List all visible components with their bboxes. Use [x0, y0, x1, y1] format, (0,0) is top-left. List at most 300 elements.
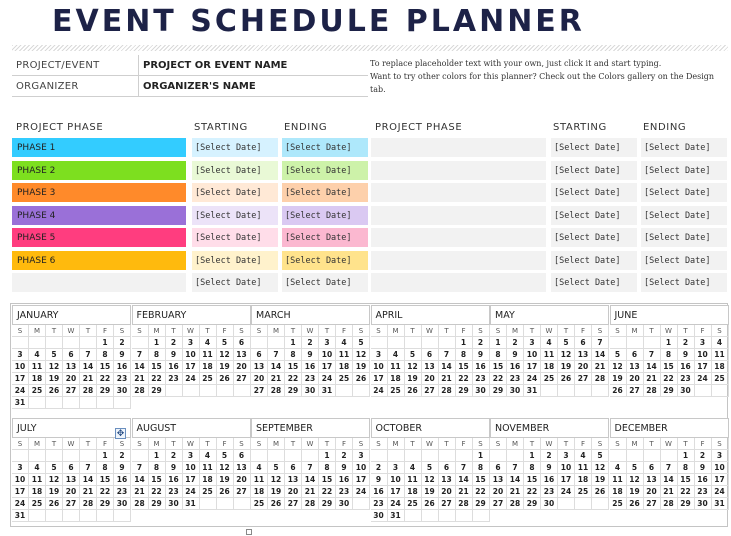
day-cell[interactable]: 15 — [524, 474, 541, 486]
phase-label-2[interactable]: PHASE 2 — [12, 161, 186, 180]
day-cell[interactable]: 27 — [644, 498, 661, 510]
phase-end-date-right-4[interactable]: [Select Date] — [641, 206, 727, 225]
day-cell[interactable]: 2 — [678, 337, 695, 349]
day-cell[interactable]: 20 — [644, 486, 661, 498]
day-cell[interactable]: 19 — [592, 474, 609, 486]
day-cell[interactable]: 18 — [200, 361, 217, 373]
phase-label-right-5[interactable] — [371, 228, 546, 247]
day-cell[interactable]: 19 — [46, 486, 63, 498]
day-cell[interactable]: 27 — [285, 498, 302, 510]
day-cell[interactable]: 15 — [456, 361, 473, 373]
day-cell[interactable]: 15 — [285, 361, 302, 373]
phase-label-6[interactable]: PHASE 6 — [12, 251, 186, 270]
phase-start-date-right-1[interactable]: [Select Date] — [551, 138, 637, 157]
day-cell[interactable]: 26 — [405, 385, 422, 397]
phase-start-date-6[interactable]: [Select Date] — [192, 251, 278, 270]
phase-start-date-right-2[interactable]: [Select Date] — [551, 161, 637, 180]
day-cell[interactable]: 7 — [644, 349, 661, 361]
day-cell[interactable]: 3 — [183, 450, 200, 462]
day-cell[interactable]: 5 — [627, 462, 644, 474]
day-cell[interactable]: 5 — [610, 349, 627, 361]
day-cell[interactable]: 20 — [627, 373, 644, 385]
day-cell[interactable]: 28 — [439, 385, 456, 397]
day-cell[interactable]: 10 — [183, 349, 200, 361]
day-cell[interactable]: 3 — [712, 450, 729, 462]
day-cell[interactable]: 10 — [319, 349, 336, 361]
day-cell[interactable]: 10 — [353, 462, 370, 474]
day-cell[interactable]: 9 — [371, 474, 388, 486]
day-cell[interactable]: 6 — [63, 349, 80, 361]
day-cell[interactable]: 11 — [575, 462, 592, 474]
day-cell[interactable]: 28 — [80, 498, 97, 510]
day-cell[interactable]: 7 — [507, 462, 524, 474]
day-cell[interactable]: 20 — [285, 486, 302, 498]
day-cell[interactable]: 5 — [46, 349, 63, 361]
phase-end-date-5[interactable]: [Select Date] — [282, 228, 368, 247]
day-cell[interactable]: 12 — [46, 474, 63, 486]
day-cell[interactable]: 6 — [234, 337, 251, 349]
day-cell[interactable]: 9 — [507, 349, 524, 361]
day-cell[interactable]: 3 — [524, 337, 541, 349]
day-cell[interactable]: 6 — [285, 462, 302, 474]
day-cell[interactable]: 2 — [166, 337, 183, 349]
day-cell[interactable]: 31 — [712, 498, 729, 510]
day-cell[interactable]: 21 — [644, 373, 661, 385]
day-cell[interactable]: 6 — [644, 462, 661, 474]
day-cell[interactable]: 5 — [268, 462, 285, 474]
day-cell[interactable]: 31 — [12, 397, 29, 409]
day-cell[interactable]: 17 — [371, 373, 388, 385]
day-cell[interactable]: 20 — [422, 373, 439, 385]
day-cell[interactable]: 13 — [490, 474, 507, 486]
day-cell[interactable]: 3 — [558, 450, 575, 462]
day-cell[interactable]: 14 — [456, 474, 473, 486]
day-cell[interactable]: 26 — [217, 486, 234, 498]
day-cell[interactable]: 21 — [661, 486, 678, 498]
phase-start-date-5[interactable]: [Select Date] — [192, 228, 278, 247]
day-cell[interactable]: 20 — [234, 361, 251, 373]
day-cell[interactable]: 21 — [132, 486, 149, 498]
day-cell[interactable]: 29 — [473, 498, 490, 510]
day-cell[interactable]: 12 — [627, 474, 644, 486]
day-cell[interactable]: 13 — [63, 474, 80, 486]
day-cell[interactable]: 8 — [661, 349, 678, 361]
day-cell[interactable]: 14 — [302, 474, 319, 486]
day-cell[interactable]: 19 — [268, 486, 285, 498]
day-cell[interactable]: 3 — [371, 349, 388, 361]
phase-end-date-7[interactable]: [Select Date] — [282, 273, 368, 292]
day-cell[interactable]: 11 — [405, 474, 422, 486]
day-cell[interactable]: 21 — [80, 486, 97, 498]
day-cell[interactable]: 30 — [371, 510, 388, 522]
day-cell[interactable]: 8 — [285, 349, 302, 361]
day-cell[interactable]: 11 — [388, 361, 405, 373]
day-cell[interactable]: 10 — [558, 462, 575, 474]
day-cell[interactable]: 24 — [183, 486, 200, 498]
day-cell[interactable]: 25 — [388, 385, 405, 397]
day-cell[interactable]: 17 — [319, 361, 336, 373]
day-cell[interactable]: 30 — [473, 385, 490, 397]
day-cell[interactable]: 20 — [63, 373, 80, 385]
day-cell[interactable]: 12 — [268, 474, 285, 486]
day-cell[interactable]: 29 — [678, 498, 695, 510]
day-cell[interactable]: 24 — [12, 385, 29, 397]
day-cell[interactable]: 17 — [388, 486, 405, 498]
day-cell[interactable]: 2 — [302, 337, 319, 349]
phase-label-right-3[interactable] — [371, 183, 546, 202]
phase-end-date-right-2[interactable]: [Select Date] — [641, 161, 727, 180]
day-cell[interactable]: 24 — [558, 486, 575, 498]
day-cell[interactable]: 27 — [63, 498, 80, 510]
day-cell[interactable]: 9 — [166, 462, 183, 474]
phase-label-right-6[interactable] — [371, 251, 546, 270]
day-cell[interactable]: 9 — [114, 349, 131, 361]
day-cell[interactable]: 23 — [507, 373, 524, 385]
day-cell[interactable]: 5 — [217, 450, 234, 462]
day-cell[interactable]: 31 — [524, 385, 541, 397]
day-cell[interactable]: 24 — [524, 373, 541, 385]
day-cell[interactable]: 29 — [97, 498, 114, 510]
day-cell[interactable]: 8 — [149, 349, 166, 361]
day-cell[interactable]: 11 — [200, 462, 217, 474]
day-cell[interactable]: 1 — [319, 450, 336, 462]
phase-end-date-3[interactable]: [Select Date] — [282, 183, 368, 202]
phase-end-date-right-1[interactable]: [Select Date] — [641, 138, 727, 157]
day-cell[interactable]: 20 — [63, 486, 80, 498]
day-cell[interactable]: 25 — [29, 385, 46, 397]
day-cell[interactable]: 3 — [353, 450, 370, 462]
day-cell[interactable]: 24 — [353, 486, 370, 498]
day-cell[interactable]: 18 — [610, 486, 627, 498]
day-cell[interactable]: 30 — [336, 498, 353, 510]
day-cell[interactable]: 21 — [80, 373, 97, 385]
day-cell[interactable]: 19 — [353, 361, 370, 373]
day-cell[interactable]: 18 — [336, 361, 353, 373]
day-cell[interactable]: 27 — [575, 373, 592, 385]
day-cell[interactable]: 21 — [439, 373, 456, 385]
phase-label-right-4[interactable] — [371, 206, 546, 225]
day-cell[interactable]: 12 — [217, 349, 234, 361]
day-cell[interactable]: 5 — [353, 337, 370, 349]
day-cell[interactable]: 1 — [456, 337, 473, 349]
phase-label-5[interactable]: PHASE 5 — [12, 228, 186, 247]
day-cell[interactable]: 14 — [439, 361, 456, 373]
day-cell[interactable]: 19 — [405, 373, 422, 385]
day-cell[interactable]: 19 — [217, 361, 234, 373]
day-cell[interactable]: 28 — [268, 385, 285, 397]
day-cell[interactable]: 29 — [319, 498, 336, 510]
day-cell[interactable]: 17 — [524, 361, 541, 373]
day-cell[interactable]: 28 — [132, 498, 149, 510]
day-cell[interactable]: 12 — [353, 349, 370, 361]
day-cell[interactable]: 30 — [695, 498, 712, 510]
day-cell[interactable]: 17 — [183, 474, 200, 486]
day-cell[interactable]: 29 — [97, 385, 114, 397]
day-cell[interactable]: 27 — [422, 385, 439, 397]
day-cell[interactable]: 22 — [97, 373, 114, 385]
day-cell[interactable]: 9 — [302, 349, 319, 361]
day-cell[interactable]: 23 — [114, 373, 131, 385]
move-handle-icon[interactable]: ✥ — [116, 429, 125, 439]
day-cell[interactable]: 26 — [268, 498, 285, 510]
day-cell[interactable]: 4 — [541, 337, 558, 349]
day-cell[interactable]: 4 — [712, 337, 729, 349]
day-cell[interactable]: 14 — [80, 474, 97, 486]
day-cell[interactable]: 9 — [114, 462, 131, 474]
day-cell[interactable]: 7 — [132, 349, 149, 361]
day-cell[interactable]: 9 — [166, 349, 183, 361]
day-cell[interactable]: 16 — [541, 474, 558, 486]
day-cell[interactable]: 25 — [610, 498, 627, 510]
day-cell[interactable]: 16 — [371, 486, 388, 498]
day-cell[interactable]: 28 — [80, 385, 97, 397]
day-cell[interactable]: 19 — [217, 474, 234, 486]
day-cell[interactable]: 27 — [63, 385, 80, 397]
phase-start-date-right-5[interactable]: [Select Date] — [551, 228, 637, 247]
day-cell[interactable]: 6 — [439, 462, 456, 474]
day-cell[interactable]: 4 — [610, 462, 627, 474]
day-cell[interactable]: 13 — [63, 361, 80, 373]
day-cell[interactable]: 2 — [166, 450, 183, 462]
day-cell[interactable]: 1 — [661, 337, 678, 349]
day-cell[interactable]: 22 — [285, 373, 302, 385]
day-cell[interactable]: 24 — [388, 498, 405, 510]
day-cell[interactable]: 19 — [627, 486, 644, 498]
resize-handle[interactable] — [246, 529, 252, 535]
day-cell[interactable]: 22 — [473, 486, 490, 498]
phase-label-3[interactable]: PHASE 3 — [12, 183, 186, 202]
day-cell[interactable]: 5 — [217, 337, 234, 349]
day-cell[interactable]: 23 — [166, 373, 183, 385]
day-cell[interactable]: 30 — [114, 498, 131, 510]
day-cell[interactable]: 6 — [490, 462, 507, 474]
day-cell[interactable]: 22 — [661, 373, 678, 385]
day-cell[interactable]: 6 — [627, 349, 644, 361]
day-cell[interactable]: 22 — [678, 486, 695, 498]
phase-end-date-right-6[interactable]: [Select Date] — [641, 251, 727, 270]
day-cell[interactable]: 17 — [558, 474, 575, 486]
day-cell[interactable]: 13 — [422, 361, 439, 373]
day-cell[interactable]: 22 — [149, 486, 166, 498]
day-cell[interactable]: 13 — [285, 474, 302, 486]
day-cell[interactable]: 30 — [166, 498, 183, 510]
phase-label-1[interactable]: PHASE 1 — [12, 138, 186, 157]
day-cell[interactable]: 29 — [490, 385, 507, 397]
day-cell[interactable]: 4 — [405, 462, 422, 474]
day-cell[interactable]: 18 — [29, 373, 46, 385]
day-cell[interactable]: 12 — [610, 361, 627, 373]
day-cell[interactable]: 30 — [541, 498, 558, 510]
day-cell[interactable]: 16 — [166, 361, 183, 373]
day-cell[interactable]: 2 — [371, 462, 388, 474]
day-cell[interactable]: 13 — [439, 474, 456, 486]
day-cell[interactable]: 2 — [507, 337, 524, 349]
day-cell[interactable]: 16 — [302, 361, 319, 373]
day-cell[interactable]: 6 — [422, 349, 439, 361]
day-cell[interactable]: 7 — [456, 462, 473, 474]
day-cell[interactable]: 20 — [251, 373, 268, 385]
phase-label-4[interactable]: PHASE 4 — [12, 206, 186, 225]
day-cell[interactable]: 14 — [132, 474, 149, 486]
day-cell[interactable]: 24 — [695, 373, 712, 385]
day-cell[interactable]: 1 — [490, 337, 507, 349]
day-cell[interactable]: 15 — [97, 361, 114, 373]
day-cell[interactable]: 18 — [29, 486, 46, 498]
day-cell[interactable]: 29 — [285, 385, 302, 397]
day-cell[interactable]: 27 — [490, 498, 507, 510]
phase-end-date-2[interactable]: [Select Date] — [282, 161, 368, 180]
day-cell[interactable]: 8 — [319, 462, 336, 474]
day-cell[interactable]: 6 — [575, 337, 592, 349]
organizer-name-field[interactable]: ORGANIZER'S NAME — [138, 76, 368, 96]
phase-end-date-right-5[interactable]: [Select Date] — [641, 228, 727, 247]
day-cell[interactable]: 7 — [80, 462, 97, 474]
day-cell[interactable]: 30 — [302, 385, 319, 397]
day-cell[interactable]: 13 — [644, 474, 661, 486]
day-cell[interactable]: 10 — [371, 361, 388, 373]
phase-label-right-1[interactable] — [371, 138, 546, 157]
day-cell[interactable]: 26 — [46, 498, 63, 510]
day-cell[interactable]: 12 — [46, 361, 63, 373]
day-cell[interactable]: 7 — [80, 349, 97, 361]
day-cell[interactable]: 2 — [336, 450, 353, 462]
day-cell[interactable]: 29 — [456, 385, 473, 397]
day-cell[interactable]: 26 — [422, 498, 439, 510]
day-cell[interactable]: 26 — [217, 373, 234, 385]
day-cell[interactable]: 24 — [712, 486, 729, 498]
day-cell[interactable]: 30 — [507, 385, 524, 397]
day-cell[interactable]: 4 — [29, 462, 46, 474]
day-cell[interactable]: 5 — [422, 462, 439, 474]
day-cell[interactable]: 4 — [388, 349, 405, 361]
day-cell[interactable]: 10 — [12, 361, 29, 373]
day-cell[interactable]: 4 — [575, 450, 592, 462]
day-cell[interactable]: 4 — [29, 349, 46, 361]
day-cell[interactable]: 8 — [456, 349, 473, 361]
day-cell[interactable]: 22 — [149, 373, 166, 385]
day-cell[interactable]: 25 — [405, 498, 422, 510]
day-cell[interactable]: 16 — [166, 474, 183, 486]
day-cell[interactable]: 11 — [251, 474, 268, 486]
day-cell[interactable]: 15 — [149, 474, 166, 486]
day-cell[interactable]: 1 — [97, 337, 114, 349]
day-cell[interactable]: 23 — [695, 486, 712, 498]
day-cell[interactable]: 23 — [473, 373, 490, 385]
day-cell[interactable]: 26 — [558, 373, 575, 385]
day-cell[interactable]: 14 — [644, 361, 661, 373]
day-cell[interactable]: 1 — [149, 450, 166, 462]
day-cell[interactable]: 10 — [183, 462, 200, 474]
day-cell[interactable]: 14 — [132, 361, 149, 373]
day-cell[interactable]: 2 — [114, 450, 131, 462]
phase-end-date-4[interactable]: [Select Date] — [282, 206, 368, 225]
day-cell[interactable]: 4 — [336, 337, 353, 349]
day-cell[interactable]: 26 — [353, 373, 370, 385]
day-cell[interactable]: 30 — [678, 385, 695, 397]
day-cell[interactable]: 21 — [132, 373, 149, 385]
day-cell[interactable]: 11 — [610, 474, 627, 486]
day-cell[interactable]: 2 — [695, 450, 712, 462]
day-cell[interactable]: 4 — [200, 337, 217, 349]
day-cell[interactable]: 5 — [46, 462, 63, 474]
day-cell[interactable]: 22 — [490, 373, 507, 385]
phase-end-date-right-7[interactable]: [Select Date] — [641, 273, 727, 292]
day-cell[interactable]: 2 — [541, 450, 558, 462]
day-cell[interactable]: 17 — [353, 474, 370, 486]
day-cell[interactable]: 14 — [80, 361, 97, 373]
day-cell[interactable]: 2 — [114, 337, 131, 349]
day-cell[interactable]: 10 — [12, 474, 29, 486]
day-cell[interactable]: 1 — [524, 450, 541, 462]
day-cell[interactable]: 9 — [678, 349, 695, 361]
day-cell[interactable]: 18 — [388, 373, 405, 385]
day-cell[interactable]: 27 — [627, 385, 644, 397]
phase-label-right-2[interactable] — [371, 161, 546, 180]
day-cell[interactable]: 19 — [558, 361, 575, 373]
day-cell[interactable]: 6 — [251, 349, 268, 361]
day-cell[interactable]: 16 — [678, 361, 695, 373]
day-cell[interactable]: 23 — [678, 373, 695, 385]
day-cell[interactable]: 23 — [302, 373, 319, 385]
phase-start-date-1[interactable]: [Select Date] — [192, 138, 278, 157]
day-cell[interactable]: 16 — [507, 361, 524, 373]
day-cell[interactable]: 6 — [63, 462, 80, 474]
day-cell[interactable]: 18 — [251, 486, 268, 498]
phase-start-date-right-4[interactable]: [Select Date] — [551, 206, 637, 225]
day-cell[interactable]: 28 — [456, 498, 473, 510]
day-cell[interactable]: 31 — [183, 498, 200, 510]
day-cell[interactable]: 26 — [46, 385, 63, 397]
day-cell[interactable]: 1 — [678, 450, 695, 462]
day-cell[interactable]: 5 — [405, 349, 422, 361]
phase-start-date-4[interactable]: [Select Date] — [192, 206, 278, 225]
day-cell[interactable]: 7 — [268, 349, 285, 361]
phase-label-right-7[interactable] — [371, 273, 546, 292]
day-cell[interactable]: 12 — [422, 474, 439, 486]
day-cell[interactable]: 4 — [251, 462, 268, 474]
day-cell[interactable]: 13 — [251, 361, 268, 373]
day-cell[interactable]: 8 — [97, 349, 114, 361]
day-cell[interactable]: 30 — [114, 385, 131, 397]
day-cell[interactable]: 21 — [268, 373, 285, 385]
day-cell[interactable]: 20 — [490, 486, 507, 498]
project-name-field[interactable]: PROJECT OR EVENT NAME — [138, 55, 368, 75]
day-cell[interactable]: 15 — [678, 474, 695, 486]
day-cell[interactable]: 19 — [610, 373, 627, 385]
day-cell[interactable]: 15 — [661, 361, 678, 373]
day-cell[interactable]: 21 — [456, 486, 473, 498]
day-cell[interactable]: 24 — [371, 385, 388, 397]
day-cell[interactable]: 13 — [234, 349, 251, 361]
day-cell[interactable]: 29 — [149, 385, 166, 397]
day-cell[interactable]: 3 — [183, 337, 200, 349]
day-cell[interactable]: 15 — [490, 361, 507, 373]
day-cell[interactable]: 9 — [541, 462, 558, 474]
day-cell[interactable]: 17 — [183, 361, 200, 373]
day-cell[interactable]: 23 — [114, 486, 131, 498]
phase-label-7[interactable] — [12, 273, 186, 292]
day-cell[interactable]: 25 — [541, 373, 558, 385]
day-cell[interactable]: 1 — [285, 337, 302, 349]
day-cell[interactable]: 16 — [695, 474, 712, 486]
day-cell[interactable]: 25 — [200, 373, 217, 385]
day-cell[interactable]: 8 — [524, 462, 541, 474]
day-cell[interactable]: 14 — [507, 474, 524, 486]
day-cell[interactable]: 27 — [234, 486, 251, 498]
day-cell[interactable]: 3 — [12, 349, 29, 361]
day-cell[interactable]: 28 — [302, 498, 319, 510]
day-cell[interactable]: 10 — [695, 349, 712, 361]
